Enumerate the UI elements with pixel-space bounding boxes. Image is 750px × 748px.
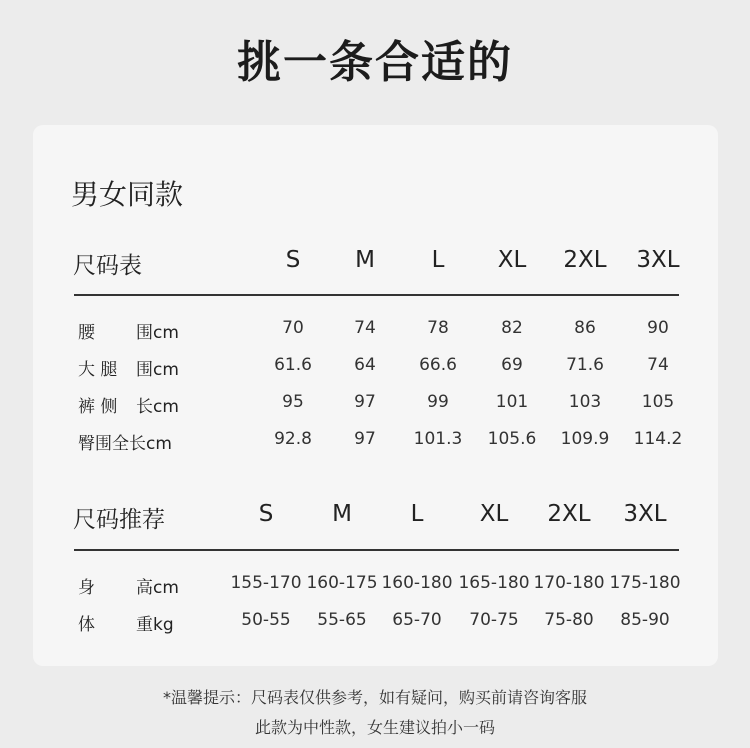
card-title: 男女同款 (71, 178, 184, 211)
table-cell: 50-55 (241, 610, 291, 630)
recommend-header-s: S (258, 501, 274, 527)
table-cell: 97 (354, 429, 376, 449)
row-label-part: 腰 (78, 323, 95, 343)
row-label-thigh (78, 355, 188, 380)
table-cell: 74 (647, 355, 669, 375)
row-label-part: 臀围全长cm (78, 434, 172, 454)
table-cell: 101.3 (413, 429, 463, 449)
table-cell: 71.6 (566, 355, 604, 375)
table-cell: 70-75 (469, 610, 519, 630)
row-label-part: 围cm (136, 360, 179, 380)
table-cell: 69 (501, 355, 523, 375)
table-cell: 160-175 (306, 573, 378, 593)
table-cell: 75-80 (544, 610, 594, 630)
table-cell: 105.6 (487, 429, 537, 449)
table-cell: 170-180 (533, 573, 605, 593)
size-header-3xl: 3XL (636, 247, 680, 273)
row-label-weight (78, 610, 188, 635)
table-cell: 101 (495, 392, 529, 412)
footer-note-secondary: 此款为中性款，女生建议拍小一码 (254, 718, 495, 737)
footer-note: *温馨提示：尺码表仅供参考，如有疑问，购买前请咨询客服 (162, 688, 587, 707)
row-label-part: 围cm (136, 323, 179, 343)
recommend-table-header-label: 尺码推荐 (73, 507, 165, 533)
size-table-divider (74, 294, 679, 296)
row-label-hip-length (78, 429, 188, 454)
table-cell: 109.9 (560, 429, 610, 449)
table-cell: 103 (568, 392, 602, 412)
size-header-2xl: 2XL (563, 247, 607, 273)
recommend-header-3xl: 3XL (623, 501, 667, 527)
table-cell: 55-65 (317, 610, 367, 630)
recommend-header-xl: XL (479, 501, 509, 527)
table-cell: 66.6 (419, 355, 457, 375)
row-label-waist (78, 318, 188, 343)
size-table-header-label: 尺码表 (73, 253, 142, 279)
row-label-height (78, 573, 188, 598)
recommend-header-l: L (410, 501, 424, 527)
table-cell: 64 (354, 355, 376, 375)
size-chart-card (33, 125, 718, 666)
table-cell: 97 (354, 392, 376, 412)
table-cell: 165-180 (458, 573, 530, 593)
table-cell: 61.6 (274, 355, 312, 375)
table-cell: 74 (354, 318, 376, 338)
recommend-table-divider (74, 549, 679, 551)
row-label-part: 身 (78, 578, 95, 598)
table-cell: 95 (282, 392, 304, 412)
row-label-side-length (78, 392, 188, 417)
size-header-xl: XL (497, 247, 527, 273)
table-cell: 90 (647, 318, 669, 338)
table-cell: 85-90 (620, 610, 670, 630)
page-title: 挑一条合适的 (237, 37, 513, 88)
recommend-header-2xl: 2XL (547, 501, 591, 527)
table-cell: 92.8 (274, 429, 312, 449)
table-cell: 105 (641, 392, 675, 412)
row-label-part: 裤 侧 (78, 397, 118, 417)
table-cell: 155-170 (230, 573, 302, 593)
table-cell: 114.2 (633, 429, 683, 449)
size-header-s: S (285, 247, 301, 273)
row-label-part: 高cm (136, 578, 179, 598)
table-cell: 78 (427, 318, 449, 338)
recommend-header-m: M (332, 501, 352, 527)
table-cell: 175-180 (609, 573, 681, 593)
row-label-part: 重kg (136, 615, 174, 635)
table-cell: 86 (574, 318, 596, 338)
row-label-part: 体 (78, 615, 95, 635)
table-cell: 99 (427, 392, 449, 412)
size-header-m: M (355, 247, 375, 273)
table-cell: 160-180 (381, 573, 453, 593)
table-cell: 65-70 (392, 610, 442, 630)
size-header-l: L (431, 247, 445, 273)
row-label-part: 长cm (136, 397, 179, 417)
table-cell: 82 (501, 318, 523, 338)
row-label-part: 大 腿 (78, 360, 118, 380)
table-cell: 70 (282, 318, 304, 338)
